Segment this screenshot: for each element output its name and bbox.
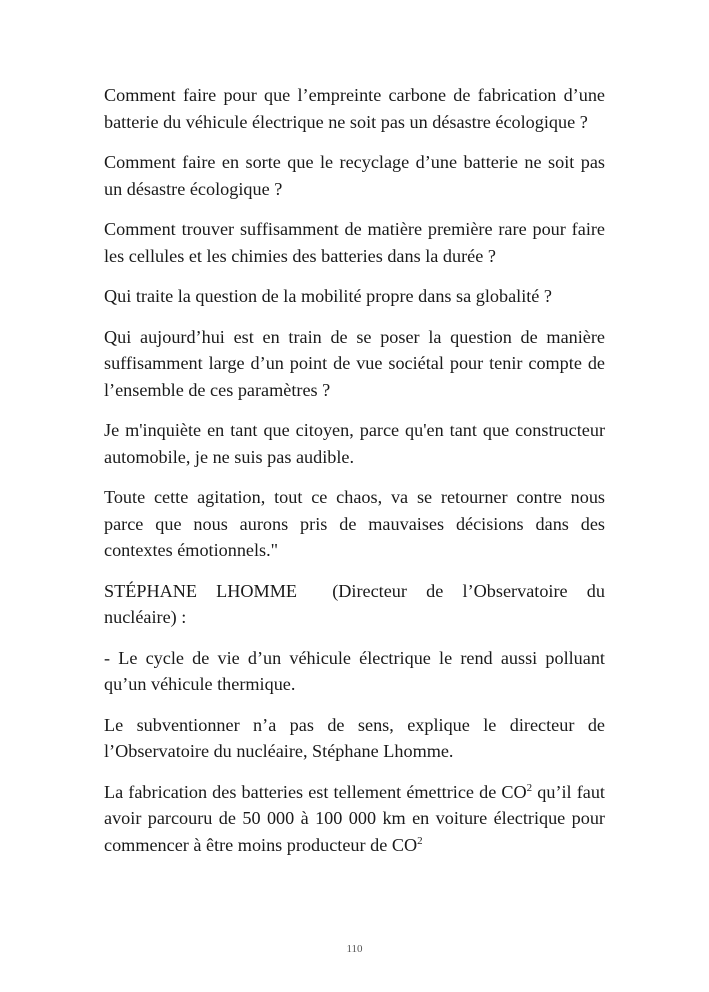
speaker-heading — [104, 578, 605, 631]
paragraph: - Le cycle de vie d’un véhicule électrique le rend aussi polluant qu’un véhicule thermique. — [104, 647, 605, 694]
paragraph: Toute cette agitation, tout ce chaos, va se retourner contre nous parce que nous aurons pris de mauvaises décisions dans des contextes émotionnels." — [104, 487, 605, 560]
co2-superscript: 2 — [526, 781, 533, 794]
page-body — [104, 82, 605, 872]
paragraph: Qui traite la question de la mobilité propre dans sa globalité ? — [104, 286, 552, 306]
speaker-role: (Directeur de l’Observatoire du nucléaire) : — [104, 580, 605, 627]
paragraph: Le subventionner n’a pas de sens, explique le directeur de l’Observatoire du nucléaire, Stéphane Lhomme. — [104, 714, 605, 761]
paragraph: Comment faire pour que l’empreinte carbone de fabrication d’une batterie du véhicule électrique ne soit pas un désastre écologique ? — [104, 85, 605, 132]
speaker-name: STÉPHANE LHOMME — [104, 580, 298, 601]
paragraph: Comment trouver suffisamment de matière première rare pour faire les cellules et les chimies des batteries dans la durée ? — [104, 219, 605, 266]
paragraph: Qui aujourd’hui est en train de se poser la question de manière suffisamment large d’un point de vue sociétal pour tenir compte de l’ensemble de ces paramètres ? — [104, 326, 605, 400]
co2-superscript: 2 — [417, 834, 423, 847]
paragraph: Comment faire en sorte que le recyclage d’une batterie ne soit pas un désastre écologique ? — [104, 152, 605, 199]
final-paragraph — [104, 779, 605, 859]
final-paragraph-part1: La fabrication des batteries est tellement émettrice de CO — [104, 781, 527, 802]
final-paragraph-part2: qu’il faut avoir parcouru de 50 000 à 100 000 km en voiture électrique pour commencer à être moins producteur de CO — [104, 781, 605, 855]
paragraph: Je m'inquiète en tant que citoyen, parce qu'en tant que constructeur automobile, je ne suis pas audible. — [104, 420, 605, 467]
page-number: 110 — [346, 943, 363, 955]
